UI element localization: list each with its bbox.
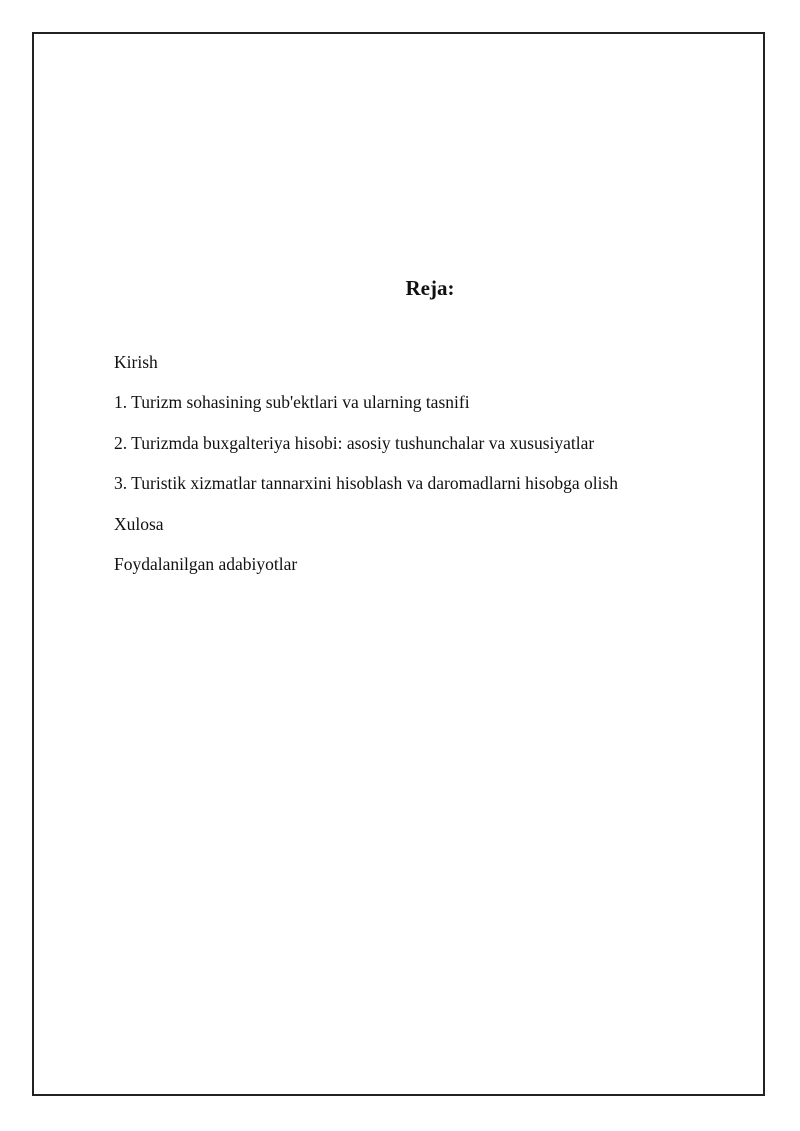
- toc-item-chapter-3: 3. Turistik xizmatlar tannarxini hisoblash va daromadlarni hisobga olish: [114, 473, 619, 494]
- toc-item-references: Foydalanilgan adabiyotlar: [114, 553, 298, 574]
- toc-item-chapter-2: 2. Turizmda buxgalteriya hisobi: asosiy tushunchalar va xususiyatlar: [114, 432, 595, 453]
- toc-item-chapter-1: 1. Turizm sohasining sub'ektlari va ularning tasnifi: [114, 392, 470, 413]
- plan-heading: Reja:: [405, 276, 455, 300]
- table-of-contents: [114, 350, 618, 592]
- toc-item-conclusion: Xulosa: [114, 513, 164, 534]
- toc-item-introduction: Kirish: [114, 352, 158, 372]
